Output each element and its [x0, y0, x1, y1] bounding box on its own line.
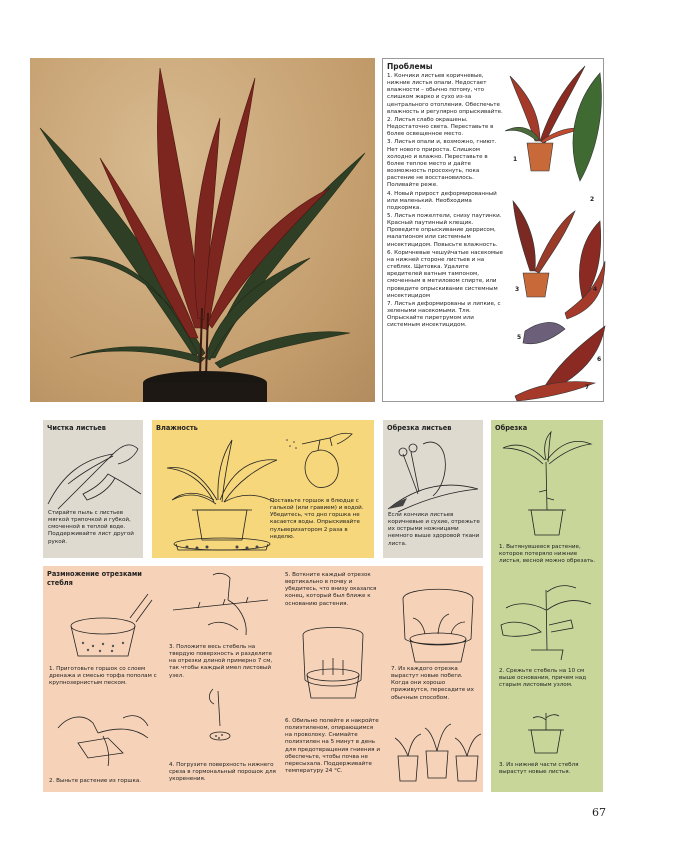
problems-illustration — [505, 61, 605, 401]
plant-photo-illustration — [30, 58, 375, 402]
pruning-step-1-illustration — [491, 430, 603, 540]
problem-item: 6. Коричневые чешуйчатые насекомые на нижней стороне листьев и на стеблях. Щитовка. Удалите вредителей ватным тампоном, смоченным в метиловом спирте, или проведите опрыскивание системным инсектицидом — [387, 249, 503, 299]
propagation-step-4-illustration — [168, 686, 278, 746]
problem-item: 3. Листья опали и, возможно, гниют. Нет нового прироста. Слишком холодно и влажно. Переставьте в более теплое место и дайте возможность просохнуть, пока растение не восстановилось. Поливайте реже. — [387, 139, 497, 189]
leaf-cleaning-panel — [43, 420, 143, 558]
propagation-step-1-text: 1. Приготовьте горшок со слоем дренажа и смесью торфа пополам с крупнозернистым песком. — [49, 666, 157, 687]
figure-number: 1 — [513, 156, 518, 163]
propagation-step-7a-illustration — [393, 584, 483, 664]
problem-item: 5. Листья пожелтели, снизу паутинки. Красный паутинный клещик. Проведите опрыскивание деррисом, малатионом или системным инсектицидом. Повысьте влажность. — [387, 212, 502, 248]
leaf-cleaning-title: Чистка листьев — [47, 424, 106, 432]
figure-number: 6 — [597, 356, 602, 363]
pruning-step-3-text: 3. Из нижней части стебля вырастут новые листья. — [499, 762, 579, 776]
figure-number: 4 — [593, 286, 598, 293]
humidity-title: Влажность — [156, 424, 198, 432]
leaf-trimming-illustration — [383, 434, 483, 514]
leaf-trimming-title: Обрезка листьев — [387, 424, 452, 432]
figure-number: 2 — [590, 196, 595, 203]
humidity-text: Поставьте горшок в блюдце с галькой (или гравием) и водой. Убедитесь, что дно горшка не касается воды. Опрыскивайте пульверизатором 2 раза в неделю. — [270, 498, 364, 540]
humidity-illustration — [162, 430, 282, 555]
propagation-step-6-text: 6. Обильно полейте и накройте полиэтиленом, опирающимся на проволоку. Снимайте полиэтилен на 5 минут в день для предотвращения гниения и обеспечьте, чтобы почва не пересыхала. Поддерживайте температуру 24 °С. — [285, 718, 380, 775]
propagation-step-5-text: 5. Воткните каждый отрезок вертикально в почву и убедитесь, что внизу оказался конец, который был ближе к основанию растения. — [285, 572, 377, 607]
propagation-title: Размножение отрезками стебля — [47, 570, 142, 587]
figure-number: 7 — [585, 384, 590, 391]
propagation-step-3-text: 3. Положите весь стебель на твердую поверхность и разделите на отрезки длиной примерно 7 см, так чтобы каждый имел листовый узел. — [169, 644, 273, 679]
propagation-step-5-illustration — [293, 620, 373, 700]
problem-item: 4. Новый прирост деформированный или маленький. Необходима подкормка. — [387, 190, 497, 211]
problem-item: 1. Кончики листьев коричневые, нижние листья опали. Недостает влажности – обычно потому, что слишком жарко и сухо из-за центрального отопления. Обеспечьте влажность и регулярно опрыскивайте. — [387, 73, 503, 115]
leaf-trimming-panel — [383, 420, 483, 558]
propagation-step-2-text: 2. Выньте растение из горшка. — [49, 778, 142, 784]
problems-box — [382, 58, 604, 402]
spray-bottle-illustration — [282, 432, 362, 492]
propagation-step-7-text: 7. Из каждого отрезка вырастут новые побеги. Когда они хорошо приживутся, пересадите их обычным способом. — [391, 666, 474, 701]
pruning-step-3-illustration — [491, 708, 603, 758]
pruning-step-2-illustration — [491, 580, 603, 660]
problems-list — [387, 73, 505, 330]
pruning-panel — [491, 420, 603, 792]
plant-photo — [30, 58, 375, 402]
humidity-panel — [152, 420, 374, 558]
pruning-step-1-text: 1. Вытянувшееся растение, которое потеряло нижние листья, весной можно обрезать. — [499, 544, 596, 565]
figure-number: 5 — [517, 334, 522, 341]
problems-title: Проблемы — [387, 62, 433, 71]
propagation-step-4-text: 4. Погрузите поверхность нижнего среза в гормональный порошок для укоренения. — [169, 762, 276, 783]
leaf-cleaning-illustration — [43, 434, 143, 514]
pruning-step-2-text: 2. Срежьте стебель на 10 см выше основания, причем над старым листовым узлом. — [499, 668, 587, 689]
figure-number: 3 — [515, 286, 520, 293]
leaf-trimming-text: Если кончики листьев коричневые и сухие, отрежьте их острыми ножницами немного выше здоровой ткани листа. — [388, 512, 480, 547]
page-number: 67 — [592, 806, 606, 819]
propagation-step-7b-illustration — [393, 716, 483, 786]
pruning-title: Обрезка — [495, 424, 528, 432]
problem-item: 7. Листья деформированы и липкие, с зелеными насекомыми. Тля. Опрыскайте пиретрумом или системным инсектицидом. — [387, 300, 501, 329]
leaf-cleaning-text: Стирайте пыль с листьев мягкой тряпочкой и губкой, смоченной в теплой воде. Поддерживайте лист другой рукой. — [48, 510, 134, 545]
propagation-step-1-illustration — [48, 588, 158, 668]
propagation-step-2-illustration — [48, 698, 158, 768]
propagation-panel — [43, 566, 483, 792]
problem-item: 2. Листья слабо окрашены. Недостаточно света. Переставьте в более освещенное место. — [387, 116, 494, 138]
propagation-step-3-illustration — [168, 570, 278, 640]
